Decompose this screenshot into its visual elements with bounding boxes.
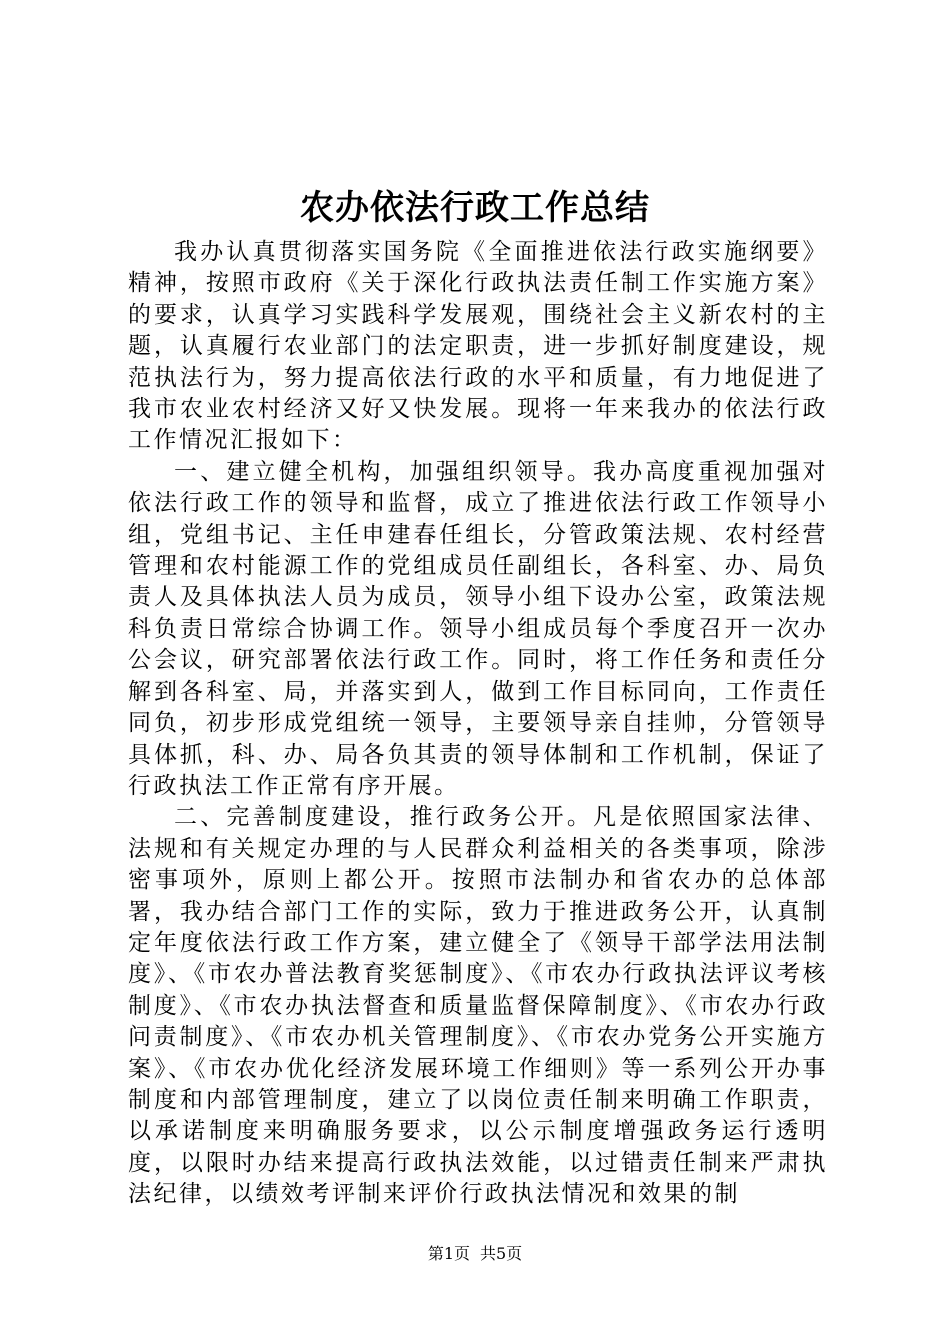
page-footer <box>0 1242 950 1266</box>
document-body <box>128 237 828 1208</box>
page-number: 第1页 <box>427 1244 470 1263</box>
body-paragraph: 我办认真贯彻落实国务院《全面推进依法行政实施纲要》精神，按照市政府《关于深化行政执法责任制工作实施方案》的要求，认真学习实践科学发展观，围绕社会主义新农村的主题，认真履行农业部门的法定职责，进一步抓好制度建设，规范执法行为，努力提高依法行政的水平和质量，有力地促进了我市农业农村经济又好又快发展。现将一年来我办的依法行政工作情况汇报如下： <box>128 239 828 454</box>
body-paragraph: 一、建立健全机构，加强组织领导。我办高度重视加强对依法行政工作的领导和监督，成立了推进依法行政工作领导小组，党组书记、主任申建春任组长，分管政策法规、农村经营管理和农村能源工作的党组成员任副组长，各科室、办、局负责人及具体执法人员为成员，领导小组下设办公室，政策法规科负责日常综合协调工作。领导小组成员每个季度召开一次办公会议，研究部署依法行政工作。同时，将工作任务和责任分解到各科室、局，并落实到人，做到工作目标同向，工作责任同负，初步形成党组统一领导，主要领导亲自挂帅，分管领导具体抓，科、办、局各负其责的领导体制和工作机制，保证了行政执法工作正常有序开展。 <box>128 458 828 799</box>
document-title: 农办依法行政工作总结 <box>300 188 650 228</box>
page-total: 共5页 <box>480 1244 523 1263</box>
body-paragraph: 二、完善制度建设，推行政务公开。凡是依照国家法律、法规和有关规定办理的与人民群众利益相关的各类事项，除涉密事项外，原则上都公开。按照市法制办和省农办的总体部署，我办结合部门工作的实际，致力于推进政务公开，认真制定年度依法行政工作方案，建立健全了《领导干部学法用法制度》、《市农办普法教育奖惩制度》、《市农办行政执法评议考核制度》、《市农办执法督查和质量监督保障制度》、《市农办行政问责制度》、《市农办机关管理制度》、《市农办党务公开实施方案》、《市农办优化经济发展环境工作细则》等一系列公开办事制度和内部管理制度，建立了以岗位责任制来明确工作职责，以承诺制度来明确服务要求，以公示制度增强政务运行透明度，以限时办结来提高行政执法效能，以过错责任制来严肃执法纪律，以绩效考评制来评价行政执法情况和效果的制 <box>128 804 828 1208</box>
